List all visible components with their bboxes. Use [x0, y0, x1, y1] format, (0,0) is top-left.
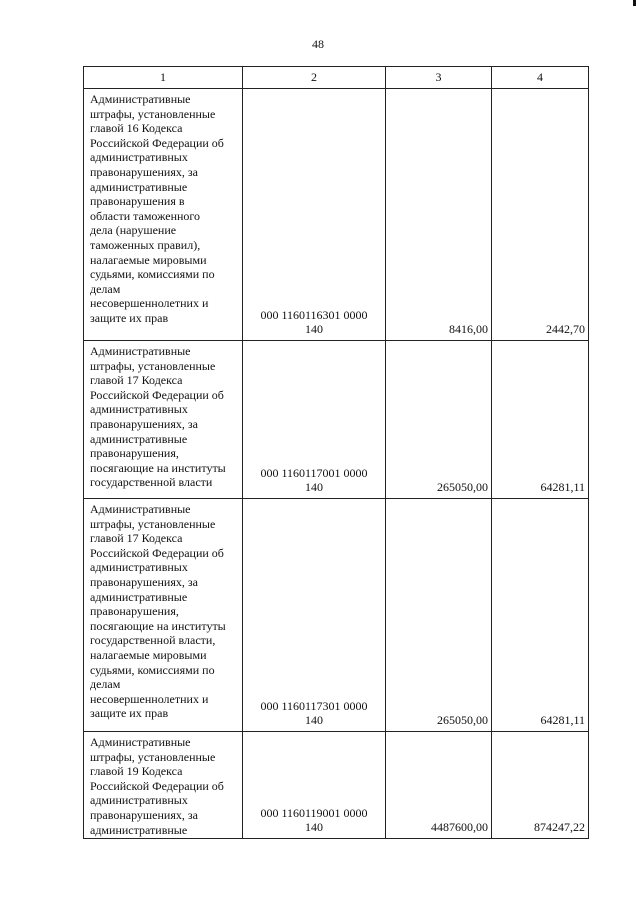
column-header-1: 1 — [84, 67, 243, 89]
page-number: 48 — [312, 37, 324, 51]
row-code: 000 1160117001 0000 140 — [243, 341, 386, 499]
table-row — [84, 732, 589, 839]
table-row — [84, 89, 589, 341]
table-header-row — [84, 67, 589, 89]
row-description: Административные штрафы, установленные главой 17 Кодекса Российской Федерации об административных правонарушениях, за административные правонарушения, посягающие на институты государственной власти — [84, 341, 243, 499]
row-code: 000 1160119001 0000 140 — [243, 732, 386, 839]
row-plan-value: 265050,00 — [386, 341, 492, 499]
row-fact-value: 874247,22 — [492, 732, 589, 839]
column-header-2: 2 — [243, 67, 386, 89]
column-header-4: 4 — [492, 67, 589, 89]
row-plan-value: 265050,00 — [386, 499, 492, 732]
row-description: Административные штрафы, установленные главой 19 Кодекса Российской Федерации об административных правонарушениях, за административные — [84, 732, 243, 839]
row-code: 000 1160117301 0000 140 — [243, 499, 386, 732]
row-plan-value: 4487600,00 — [386, 732, 492, 839]
row-description: Административные штрафы, установленные главой 16 Кодекса Российской Федерации об административных правонарушениях, за административные правонарушения в области таможенного дела (нарушение таможенных правил), налагаемые мировыми судьями, комиссиями по делам несовершеннолетних и защите их прав — [84, 89, 243, 341]
row-fact-value: 64281,11 — [492, 341, 589, 499]
table-row — [84, 341, 589, 499]
table-row — [84, 499, 589, 732]
row-fact-value: 2442,70 — [492, 89, 589, 341]
row-description: Административные штрафы, установленные главой 17 Кодекса Российской Федерации об административных правонарушениях, за административные правонарушения, посягающие на институты государственной власти, налагаемые мировыми судьями, комиссиями по делам несовершеннолетних и защите их прав — [84, 499, 243, 732]
budget-table — [83, 66, 589, 839]
column-header-3: 3 — [386, 67, 492, 89]
row-fact-value: 64281,11 — [492, 499, 589, 732]
row-plan-value: 8416,00 — [386, 89, 492, 341]
row-code: 000 1160116301 0000 140 — [243, 89, 386, 341]
